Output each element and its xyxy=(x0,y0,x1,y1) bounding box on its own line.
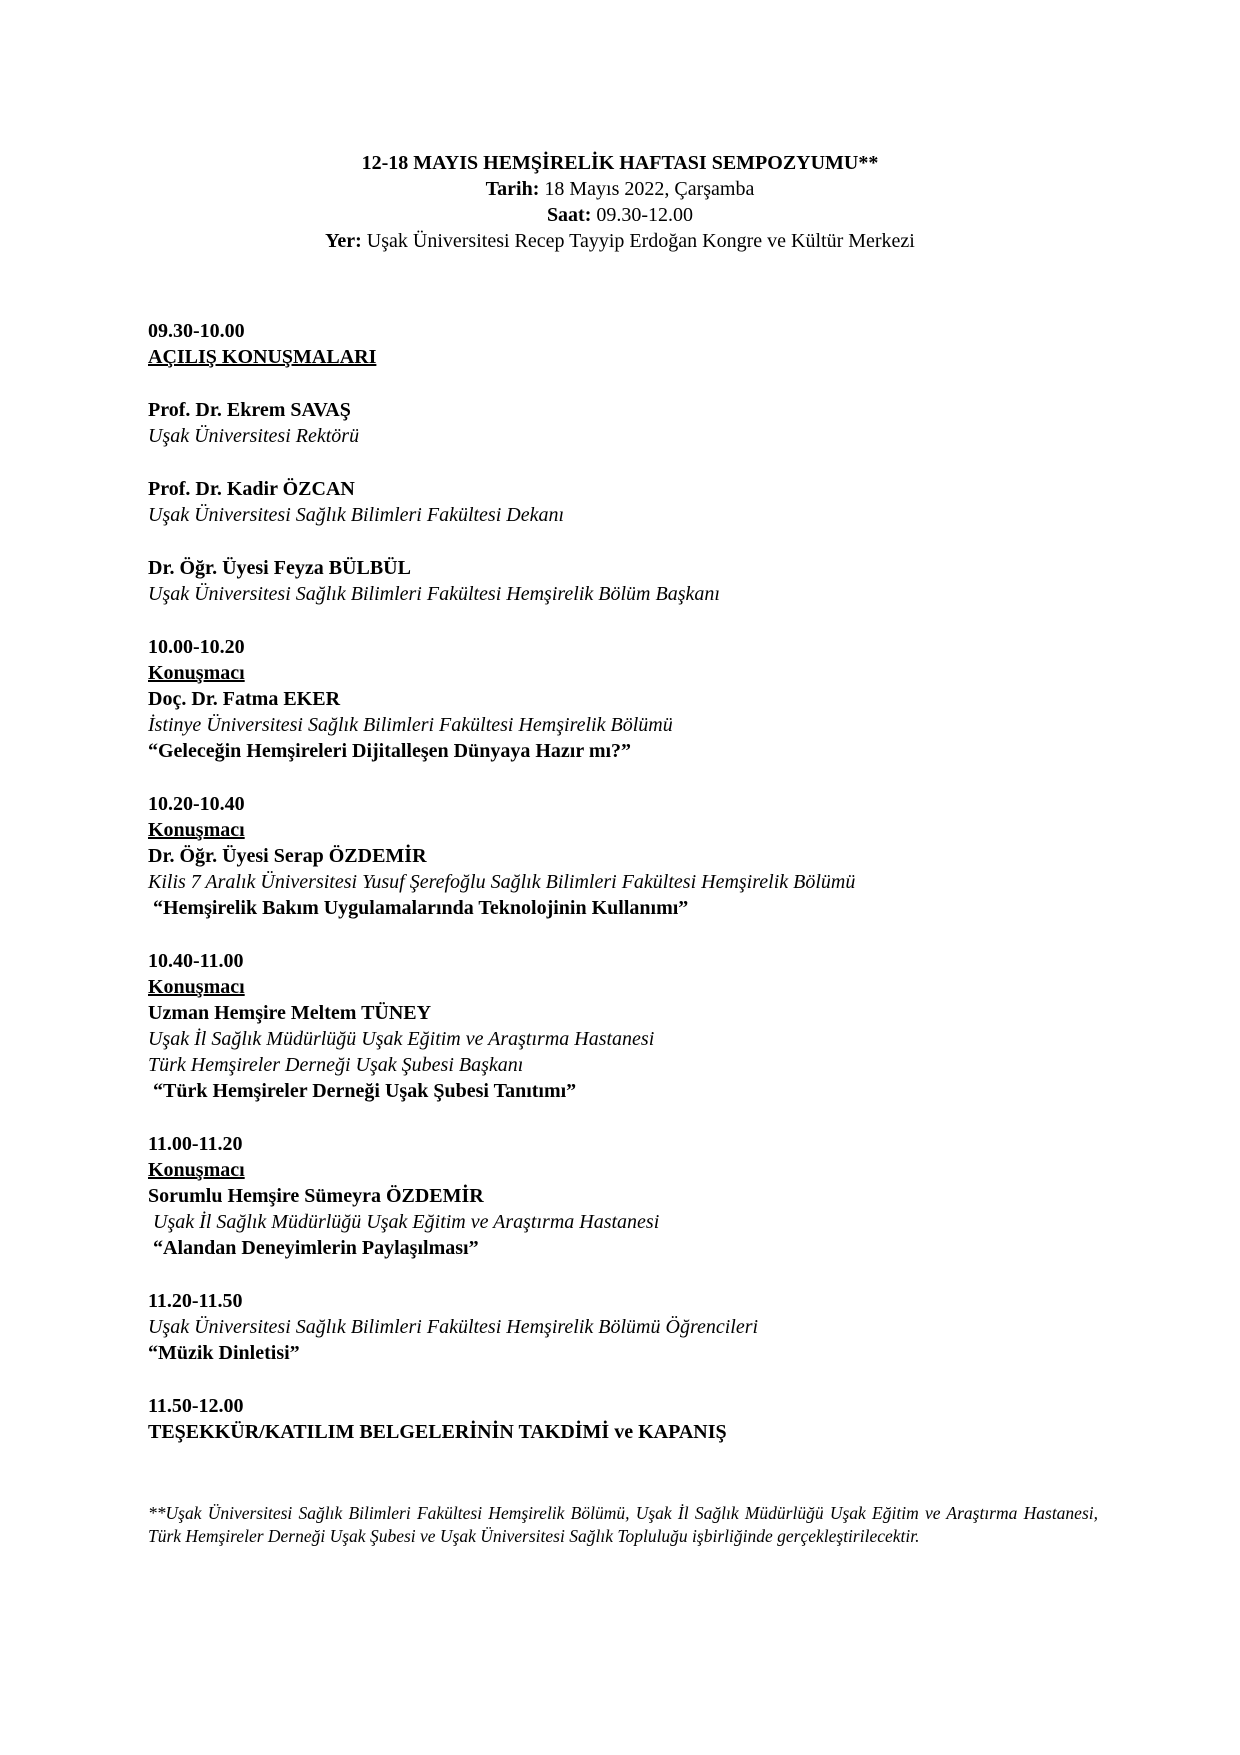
speaker-name: Prof. Dr. Kadir ÖZCAN xyxy=(148,478,355,500)
closing-time: 11.50-12.00 xyxy=(148,1395,244,1417)
event-date xyxy=(0,176,1240,202)
speaker-affiliation: Kilis 7 Aralık Üniversitesi Yusuf Şerefoğlu Sağlık Bilimleri Fakültesi Hemşirelik Bölümü xyxy=(148,871,856,893)
speaker-name: Doç. Dr. Fatma EKER xyxy=(148,688,341,710)
speaker-affiliation: İstinye Üniversitesi Sağlık Bilimleri Fakültesi Hemşirelik Bölümü xyxy=(148,714,673,736)
talk-title: “Alandan Deneyimlerin Paylaşılması” xyxy=(153,1237,479,1259)
session-time: 10.40-11.00 xyxy=(148,950,244,972)
speaker-name: Dr. Öğr. Üyesi Serap ÖZDEMİR xyxy=(148,845,427,867)
talk-title: “Türk Hemşireler Derneği Uşak Şubesi Tanıtımı” xyxy=(153,1080,577,1102)
speaker-label: Konuşmacı xyxy=(148,662,245,684)
speaker-role: Uşak Üniversitesi Rektörü xyxy=(148,425,360,447)
music-time: 11.20-11.50 xyxy=(148,1290,243,1312)
place-value: Uşak Üniversitesi Recep Tayyip Erdoğan Kongre ve Kültür Merkezi xyxy=(361,230,915,252)
session-block xyxy=(148,948,1108,1104)
music-performers: Uşak Üniversitesi Sağlık Bilimleri Fakültesi Hemşirelik Bölümü Öğrencileri xyxy=(148,1316,759,1338)
time-label: Saat: xyxy=(546,204,592,226)
session-time: 11.00-11.20 xyxy=(148,1133,243,1155)
speaker-role: Uşak Üniversitesi Sağlık Bilimleri Fakültesi Dekanı xyxy=(148,504,565,526)
speaker-name: Uzman Hemşire Meltem TÜNEY xyxy=(148,1002,432,1024)
speaker-name: Sorumlu Hemşire Sümeyra ÖZDEMİR xyxy=(148,1185,484,1207)
event-time xyxy=(0,202,1240,228)
session-time: 10.00-10.20 xyxy=(148,636,245,658)
session-block xyxy=(148,791,1108,921)
opening-heading: AÇILIŞ KONUŞMALARI xyxy=(148,346,377,368)
speaker-label: Konuşmacı xyxy=(148,976,245,998)
closing-title: TEŞEKKÜR/KATILIM BELGELERİNİN TAKDİMİ ve KAPANIŞ xyxy=(148,1421,727,1443)
speaker-affiliation-secondary: Türk Hemşireler Derneği Uşak Şubesi Başkanı xyxy=(148,1054,524,1076)
speaker-name: Prof. Dr. Ekrem SAVAŞ xyxy=(148,399,351,421)
place-label: Yer: xyxy=(325,230,362,252)
footnote: **Uşak Üniversitesi Sağlık Bilimleri Fakültesi Hemşirelik Bölümü, Uşak İl Sağlık Müdürlüğü Uşak Eğitim ve Araştırma Hastanesi, Türk Hemşireler Derneği Uşak Şubesi ve Uşak Üniversitesi Sağlık Topluluğu işbirliğinde gerçekleştirilecektir. xyxy=(148,1503,1098,1546)
speaker-name: Dr. Öğr. Üyesi Feyza BÜLBÜL xyxy=(148,557,411,579)
date-label: Tarih: xyxy=(485,178,540,200)
session-block xyxy=(148,634,1108,764)
document-title: 12-18 MAYIS HEMŞİRELİK HAFTASI SEMPOZYUMU** xyxy=(361,152,879,174)
session-time: 10.20-10.40 xyxy=(148,793,245,815)
event-place xyxy=(0,228,1240,254)
opening-time: 09.30-10.00 xyxy=(148,320,245,342)
speaker-role: Uşak Üniversitesi Sağlık Bilimleri Fakültesi Hemşirelik Bölüm Başkanı xyxy=(148,583,720,605)
program-body xyxy=(148,318,1108,1445)
music-title: “Müzik Dinletisi” xyxy=(148,1342,300,1364)
speaker-affiliation: Uşak İl Sağlık Müdürlüğü Uşak Eğitim ve Araştırma Hastanesi xyxy=(153,1211,660,1233)
session-block xyxy=(148,1131,1108,1261)
document-header xyxy=(0,150,1240,254)
speaker-affiliation: Uşak İl Sağlık Müdürlüğü Uşak Eğitim ve Araştırma Hastanesi xyxy=(148,1028,655,1050)
talk-title: “Hemşirelik Bakım Uygulamalarında Teknolojinin Kullanımı” xyxy=(153,897,689,919)
date-value: 18 Mayıs 2022, Çarşamba xyxy=(539,178,755,200)
time-value: 09.30-12.00 xyxy=(591,204,694,226)
speaker-label: Konuşmacı xyxy=(148,819,245,841)
closing-section xyxy=(148,1393,1108,1445)
music-section xyxy=(148,1288,1108,1366)
talk-title: “Geleceğin Hemşireleri Dijitalleşen Dünyaya Hazır mı?” xyxy=(148,740,632,762)
speaker-label: Konuşmacı xyxy=(148,1159,245,1181)
opening-section xyxy=(148,318,1108,607)
